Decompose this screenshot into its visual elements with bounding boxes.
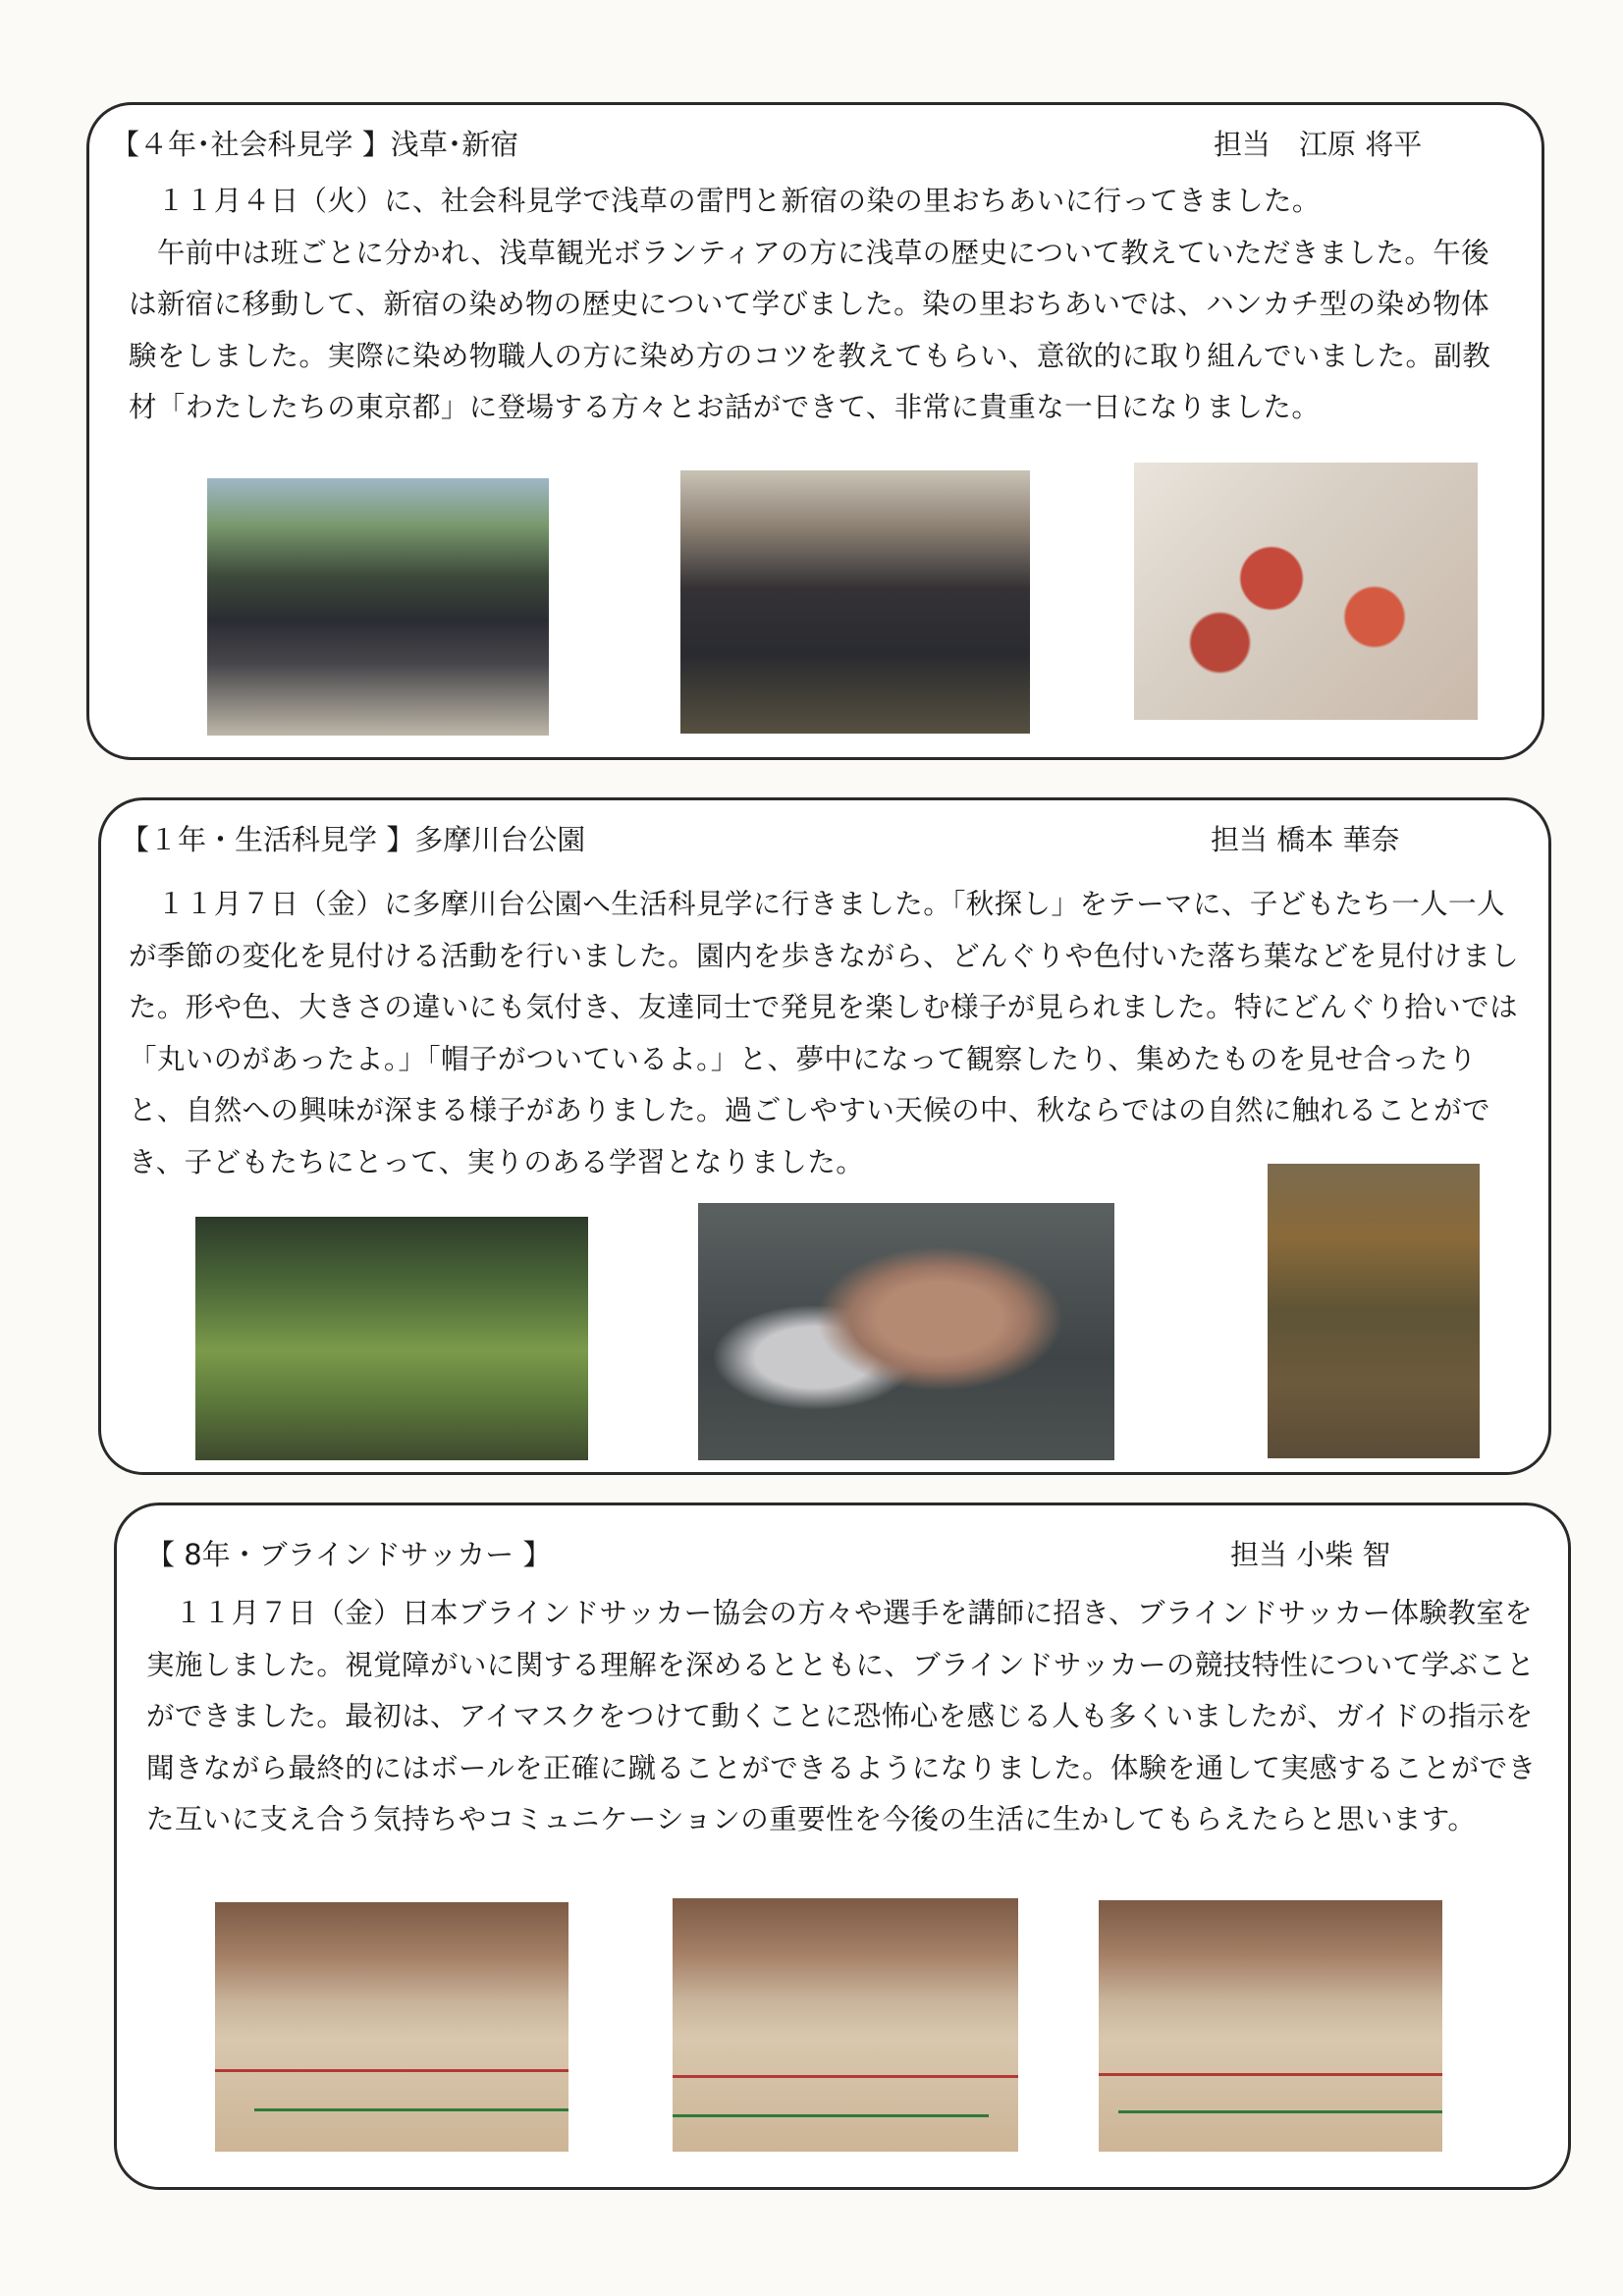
- section-header: [117, 1525, 1568, 1584]
- court-line: [673, 2075, 1018, 2078]
- photo-asakusa-group: [207, 478, 549, 736]
- section-blind-soccer: [114, 1503, 1571, 2190]
- court-line: [215, 2069, 568, 2072]
- section-header: [89, 115, 1542, 174]
- court-line: [1099, 2073, 1442, 2076]
- photo-gym-3: [1099, 1900, 1442, 2152]
- photo-gym-1: [215, 1902, 568, 2152]
- section-body: １１月４日（火）に、社会科見学で浅草の雷門と新宿の染の里おちあいに行ってきました。 午前中は班ごとに分かれ、浅草観光ボランティアの方に浅草の歴史について教えていただきました。午後は新宿に移動して、新宿の染め物の歴史について学びました。染の里おちあいでは、ハンカチ型の染め物体験をしました。実際に染め物職人の方に染め方のコツを教えてもらい、意欲的に取り組んでいました。副教材「わたしたちの東京都」に登場する方々とお話ができて、非常に貴重な一日になりました。: [129, 185, 1491, 423]
- section-staff: 担当 橋本 華奈: [1211, 823, 1400, 856]
- section-life-studies-trip: [98, 797, 1551, 1475]
- court-line: [1118, 2110, 1442, 2113]
- photo-children-on-path: [1268, 1164, 1480, 1458]
- court-line: [254, 2108, 568, 2111]
- section-body: １１月７日（金）日本ブラインドサッカー協会の方々や選手を講師に招き、ブラインドサッカー体験教室を実施しました。視覚障がいに関する理解を深めるとともに、ブラインドサッカーの競技特性について学ぶことができました。最初は、アイマスクをつけて動くことに恐怖心を感じる人も多くいましたが、ガイドの指示を聞きながら最終的にはボールを正確に蹴ることができるようになりました。体験を通して実感することができた互いに支え合う気持ちやコミュニケーションの重要性を今後の生活に生かしてもらえたらと思います。: [146, 1597, 1537, 1835]
- section-staff: 担当 小柴 智: [1230, 1538, 1391, 1571]
- section-social-studies-trip: [86, 102, 1544, 760]
- section-header: [101, 810, 1548, 869]
- photo-indoor-lecture: [680, 470, 1030, 734]
- photo-park-forest: [195, 1217, 588, 1460]
- section-staff: 担当 江原 将平: [1214, 128, 1423, 161]
- photo-dyeing-work: [1134, 463, 1478, 720]
- section-title: 【 8年・ブラインドサッカー 】: [146, 1538, 552, 1571]
- section-title: 【４年･社会科見学 】浅草･新宿: [111, 128, 519, 161]
- court-line: [673, 2114, 989, 2117]
- section-title: 【１年・生活科見学 】多摩川台公園: [121, 823, 586, 856]
- photo-acorns-in-hand: [698, 1203, 1114, 1460]
- photo-gym-2: [673, 1898, 1018, 2152]
- section-body: １１月７日（金）に多摩川台公園へ生活科見学に行きました。「秋探し」をテーマに、子どもたち一人一人が季節の変化を見付ける活動を行いました。園内を歩きながら、どんぐりや色付いた落ち葉などを見付けました。形や色、大きさの違いにも気付き、友達同士で発見を楽しむ様子が見られました。特にどんぐり拾いでは「丸いのがあったよ。」「帽子がついているよ。」と、夢中になって観察したり、集めたものを見せ合ったりと、自然への興味が深まる様子がありました。過ごしやすい天候の中、秋ならではの自然に触れることができ、子どもたちにとって、実りのある学習となりました。: [129, 888, 1520, 1178]
